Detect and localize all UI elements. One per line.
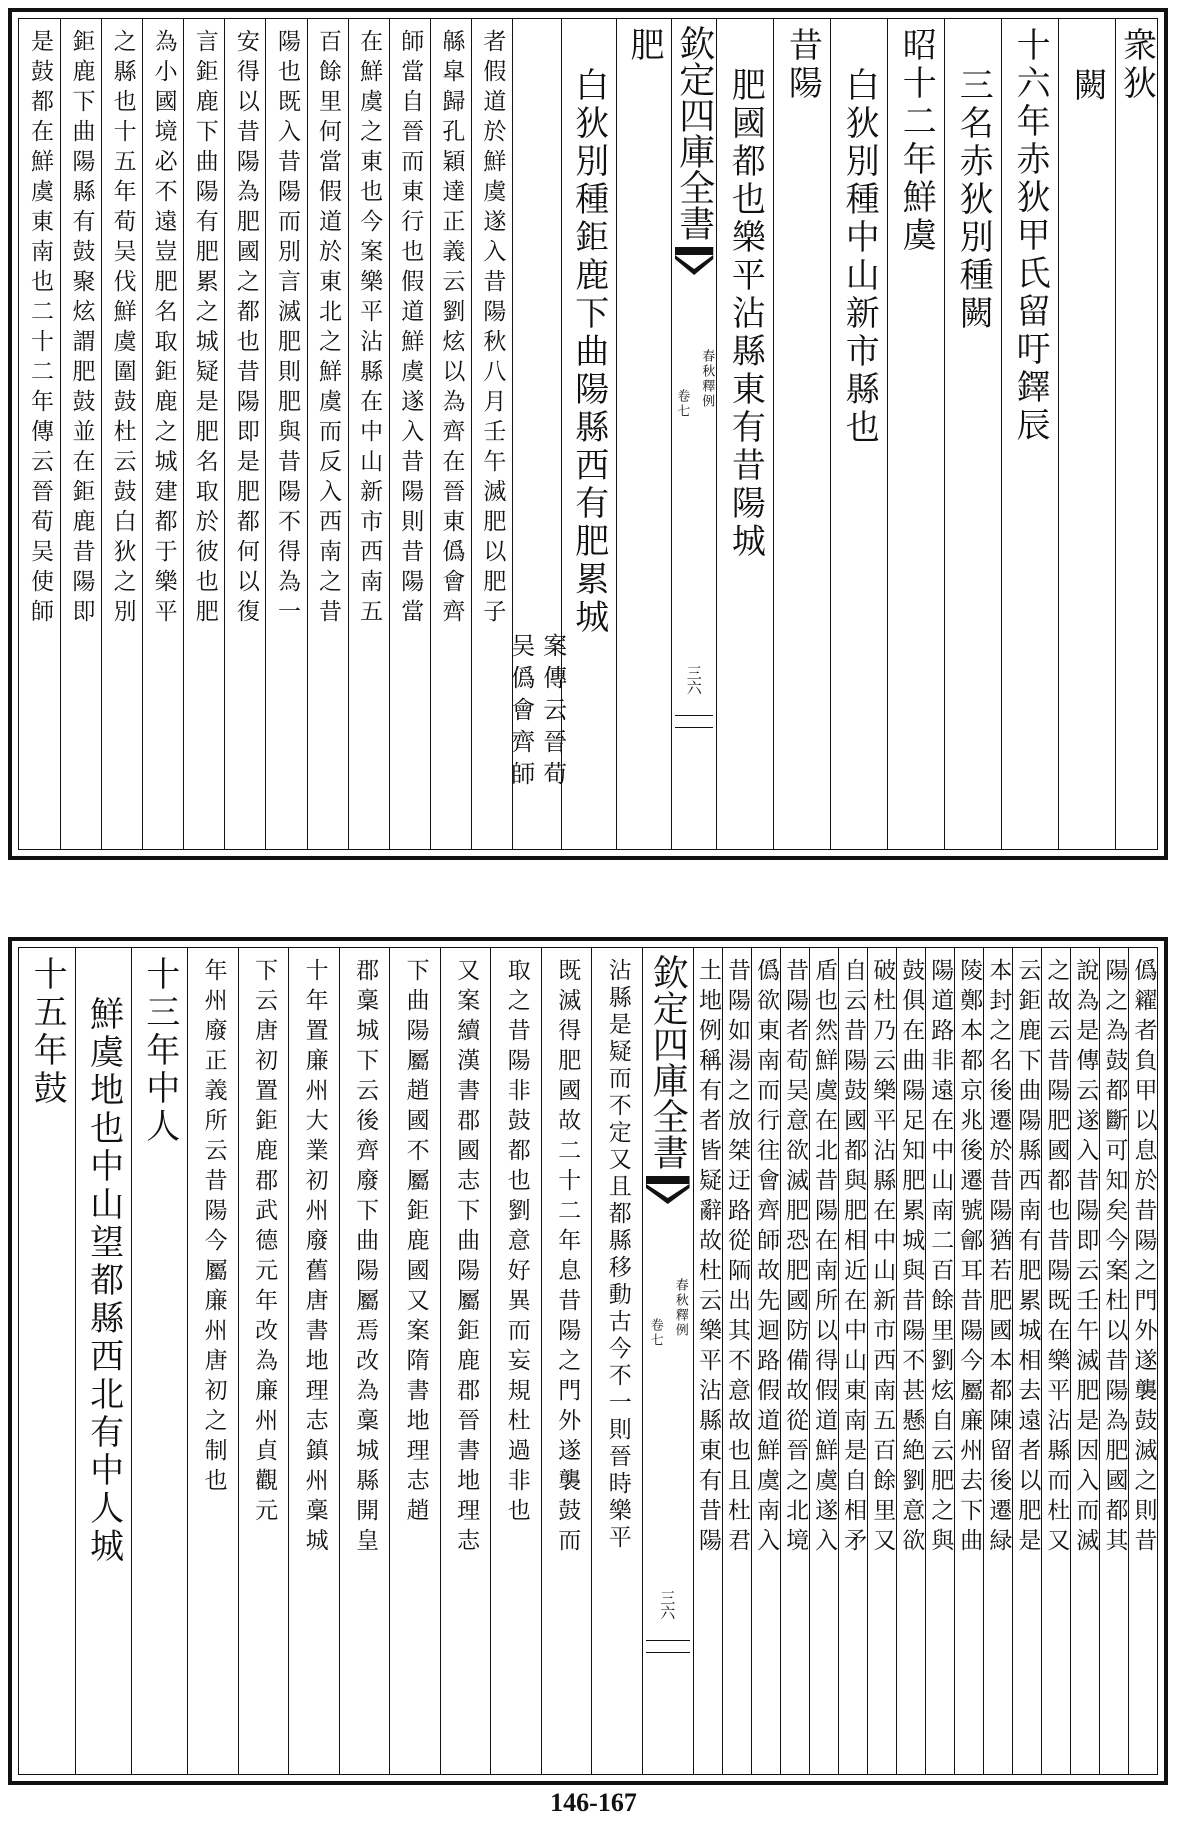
text-column (809, 948, 838, 1774)
text-column (751, 948, 780, 1774)
annotation-line: 郡稾城下云後齊廢下曲陽屬焉改為稾城縣開皇 (352, 958, 379, 1558)
text-column (348, 19, 389, 849)
annotation-line: 陵鄭本都京兆後遷號鄶耳昔陽今屬廉州去下曲 (956, 958, 983, 1558)
annotation-line: 云鉅鹿下曲陽縣西南有肥累城相去遠者以肥是 (1014, 958, 1041, 1558)
gutter-rule (646, 1640, 690, 1641)
main-text-line: 闕 (1067, 67, 1108, 105)
gutter-rule (675, 727, 713, 728)
annotation-line: 十年置廉州大業初州廢舊唐書地理志鎮州稾城 (301, 958, 328, 1558)
annotation-line: 之故云昔陽肥國都也昔陽既在樂平沾縣而杜又 (1043, 958, 1070, 1558)
text-column (183, 19, 224, 849)
text-column (716, 19, 773, 849)
text-column (19, 19, 60, 849)
book-title: 欽定四庫全書 (673, 25, 715, 241)
annotation-line: 鼓俱在曲陽足知肥累城與昔陽不甚懸絶劉意欲 (898, 958, 925, 1558)
text-column (490, 948, 541, 1774)
work-title: 春秋釋例 (699, 349, 715, 409)
text-column (1115, 19, 1157, 849)
main-text-line: 白狄別種中山新市縣也 (839, 67, 880, 447)
annotation-line: 下曲陽屬趙國不屬鉅鹿國又案隋書地理志趙 (402, 958, 429, 1528)
annotation-line: 取之昔陽非鼓都也劉意好異而妄規杜過非也 (503, 958, 530, 1528)
annotation-line: 師當自晉而東行也假道鮮虞遂入昔陽則昔陽當 (397, 29, 424, 629)
text-column (616, 19, 671, 849)
volume-info (672, 349, 716, 419)
text-column (224, 19, 265, 849)
text-column (693, 948, 722, 1774)
gutter-rule (675, 715, 713, 716)
text-column (1058, 19, 1115, 849)
annotation-line: 破杜乃云樂平沾縣在中山新市西南五百餘里又 (869, 958, 896, 1558)
annotation-line: 陽之為鼓都斷可知矣今案杜以昔陽為肥國都其 (1101, 958, 1128, 1558)
annotation-line: 下云唐初置鉅鹿郡武德元年改為廉州貞觀元 (251, 958, 278, 1528)
work-title: 春秋釋例 (672, 1278, 688, 1338)
heading-text: 衆狄 (1116, 27, 1157, 103)
text-column (780, 948, 809, 1774)
text-column (440, 948, 491, 1774)
annotation-line: 之縣也十五年荀吴伐鮮虞圍鼓杜云鼓白狄之別 (109, 29, 136, 629)
text-column (131, 948, 187, 1774)
annotation-line: 為小國境必不遠豈肥名取鉅鹿之城建都于樂平 (150, 29, 177, 629)
center-gutter (642, 948, 693, 1774)
text-column (506, 19, 567, 849)
volume-number: 卷七 (674, 389, 690, 419)
center-gutter (671, 19, 716, 849)
text-column (1128, 948, 1157, 1774)
text-column (1012, 948, 1041, 1774)
text-column (830, 19, 887, 849)
annotation-line: 者假道於鮮虞遂入昔陽秋八月壬午滅肥以肥子 (479, 29, 506, 629)
main-text-line: 十五年鼓 (27, 956, 68, 1108)
top-page-frame (18, 18, 1158, 850)
text-column (896, 948, 925, 1774)
annotation-line: 陽也既入昔陽而別言滅肥則肥與昔陽不得為一 (273, 29, 300, 629)
annotation-line: 言鉅鹿下曲陽有肥累之城疑是肥名取於彼也肥 (191, 29, 218, 629)
text-column (838, 948, 867, 1774)
main-text-line: 白狄別種鉅鹿下曲陽縣西有肥累城 (568, 67, 609, 637)
annotation-line: 百餘里何當假道於東北之鮮虞而反入西南之昔 (315, 29, 342, 629)
main-text-line: 十三年中人 (139, 956, 180, 1146)
annotation-line: 緜皐歸孔穎達正義云劉炫以為齊在晉東僞會齊 (438, 29, 465, 629)
leaf-number: 三六 (684, 665, 703, 695)
annotation-line: 僞欲東南而行往會齊師故先迴路假道鮮虞南入 (753, 958, 780, 1558)
text-column (867, 948, 896, 1774)
text-column (238, 948, 289, 1774)
book-title: 欽定四庫全書 (647, 954, 689, 1170)
annotation-line: 本封之名後遷於昔陽猶若肥國本都陳留後遷緑 (985, 958, 1012, 1558)
text-column (1099, 948, 1128, 1774)
text-column (75, 948, 131, 1774)
annotation-line: 昔陽者荀吴意欲滅肥恐肥國防備故從晉之北境 (782, 958, 809, 1558)
annotation-line: 說為是傳云遂入昔陽即云壬午滅肥是因入而滅 (1072, 958, 1099, 1558)
annotation-pair (506, 633, 567, 793)
text-column (773, 19, 830, 849)
text-column (925, 948, 954, 1774)
fishtail-mark-icon (646, 1176, 690, 1204)
text-column (142, 19, 183, 849)
bottom-page (8, 937, 1168, 1785)
fishtail-mark-icon (675, 247, 713, 275)
top-page-columns (19, 19, 1157, 849)
main-text-line: 肥 (624, 27, 664, 65)
text-column (944, 19, 1001, 849)
annotation-line: 僞糴者負甲以息於昔陽之門外遂襲鼓滅之則昔 (1130, 958, 1157, 1558)
text-column (1001, 19, 1058, 849)
text-column (1070, 948, 1099, 1774)
annotation-line: 案傳云晉荀 (538, 633, 567, 793)
text-column (307, 19, 348, 849)
text-column (887, 19, 944, 849)
main-text-line: 十六年赤狄甲氏留吁鐸辰 (1010, 27, 1051, 445)
text-column (265, 19, 306, 849)
annotation-line: 在鮮虞之東也今案樂平沾縣在中山新市西南五 (356, 29, 383, 629)
text-column (288, 948, 339, 1774)
text-column (430, 19, 471, 849)
text-column (541, 948, 592, 1774)
main-text-line: 鮮虞地也中山望都縣西北有中人城 (83, 996, 124, 1566)
annotation-line: 安得以昔陽為肥國之都也昔陽即是肥都何以復 (232, 29, 259, 629)
volume-number: 卷七 (647, 1318, 663, 1348)
text-column (983, 948, 1012, 1774)
text-column (389, 19, 430, 849)
text-column (60, 19, 101, 849)
text-column (471, 19, 512, 849)
main-text-line: 三名赤狄別種闕 (953, 67, 994, 333)
text-column (101, 19, 142, 849)
text-column (1041, 948, 1070, 1774)
main-text-line: 昔陽 (782, 27, 823, 103)
annotation-line: 吴僞會齊師 (506, 633, 535, 793)
text-column (339, 948, 390, 1774)
annotation-line: 自云昔陽鼓國都與肥相近在中山東南是自相矛 (840, 958, 867, 1558)
annotation-line: 又案續漢書郡國志下曲陽屬鉅鹿郡晉書地理志 (453, 958, 480, 1558)
page-number: 146-167 (550, 1788, 637, 1817)
text-column (954, 948, 983, 1774)
annotation-line: 沾縣是疑而不定又且都縣移動古今不一則晉時樂平 (604, 958, 631, 1552)
text-column (591, 948, 642, 1774)
text-column (722, 948, 751, 1774)
main-text-line: 昭十二年鮮虞 (896, 27, 937, 255)
annotation-line: 土地例稱有者皆疑辭故杜云樂平沾縣東有昔陽 (695, 958, 722, 1558)
bottom-page-frame (18, 947, 1158, 1775)
annotation-line: 既滅得肥國故二十二年息昔陽之門外遂襲鼓而 (554, 958, 581, 1558)
text-column (187, 948, 238, 1774)
annotation-line: 昔陽如湯之放桀迂路從陑出其不意故也且杜君 (724, 958, 751, 1558)
annotation-line: 陽道路非遠在中山南二百餘里劉炫自云肥之與 (927, 958, 954, 1558)
volume-info (646, 1278, 690, 1348)
text-column (561, 19, 616, 849)
annotation-line: 鉅鹿下曲陽縣有鼓聚炫謂肥鼓並在鉅鹿昔陽即 (68, 29, 95, 629)
text-column (19, 948, 75, 1774)
text-column (389, 948, 440, 1774)
bottom-page-columns (19, 948, 1157, 1774)
main-text-line: 肥國都也樂平沾縣東有昔陽城 (725, 67, 766, 561)
top-page (8, 8, 1168, 860)
leaf-number: 三六 (658, 1590, 677, 1620)
annotation-line: 盾也然鮮虞在北昔陽在南所以得假道鮮虞遂入 (811, 958, 838, 1558)
annotation-line: 年州廢正義所云昔陽今屬廉州唐初之制也 (200, 958, 227, 1498)
gutter-rule (646, 1652, 690, 1653)
annotation-line: 是鼓都在鮮虞東南也二十二年傳云晉荀吴使師 (26, 29, 53, 629)
